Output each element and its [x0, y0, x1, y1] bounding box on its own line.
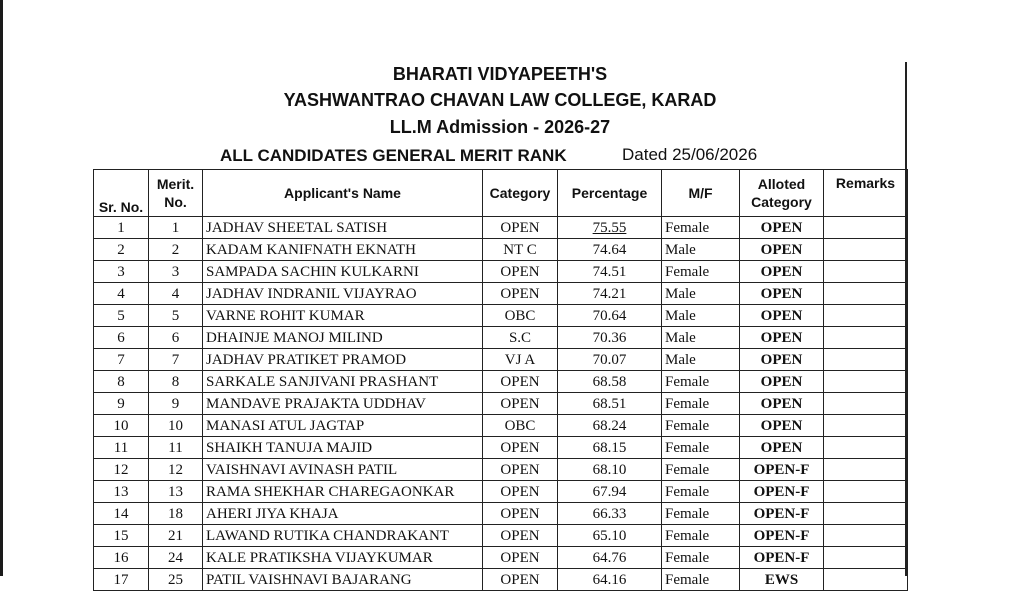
alloted-category-cell: EWS: [740, 569, 824, 591]
table-row: [94, 217, 908, 239]
remarks-cell: [824, 503, 908, 525]
table-header-row: [94, 170, 908, 217]
sex-cell: Female: [662, 481, 740, 503]
merit-no-cell: 6: [149, 327, 203, 349]
category-cell: OPEN: [483, 569, 558, 591]
sr-no-cell: 13: [94, 481, 149, 503]
sex-cell: Male: [662, 349, 740, 371]
col-header-percentage: Percentage: [558, 170, 662, 217]
table-row: [94, 525, 908, 547]
remarks-cell: [824, 239, 908, 261]
alloted-category-cell: OPEN: [740, 327, 824, 349]
alloted-category-cell: OPEN: [740, 437, 824, 459]
sex-cell: Female: [662, 415, 740, 437]
table-row: [94, 261, 908, 283]
sex-cell: Female: [662, 525, 740, 547]
percentage-cell: 67.94: [558, 481, 662, 503]
alloted-category-cell: OPEN: [740, 239, 824, 261]
alloted-category-cell: OPEN: [740, 217, 824, 239]
applicant-name-cell: VAISHNAVI AVINASH PATIL: [203, 459, 483, 481]
category-cell: OPEN: [483, 547, 558, 569]
table-row: [94, 371, 908, 393]
remarks-cell: [824, 547, 908, 569]
percentage-cell: 68.10: [558, 459, 662, 481]
alloted-category-cell: OPEN: [740, 349, 824, 371]
percentage-cell: 70.64: [558, 305, 662, 327]
alloted-category-cell: OPEN-F: [740, 547, 824, 569]
col-header-applicant-name: Applicant's Name: [203, 170, 483, 217]
merit-no-cell: 18: [149, 503, 203, 525]
alloted-category-cell: OPEN-F: [740, 525, 824, 547]
alloted-category-cell: OPEN-F: [740, 481, 824, 503]
category-cell: OPEN: [483, 393, 558, 415]
sex-cell: Female: [662, 371, 740, 393]
sex-cell: Female: [662, 459, 740, 481]
col-header-alloted-category: Alloted Category: [740, 170, 824, 217]
remarks-cell: [824, 459, 908, 481]
dated-label: Dated 25/06/2026: [622, 145, 758, 164]
remarks-cell: [824, 481, 908, 503]
percentage-cell: 70.36: [558, 327, 662, 349]
applicant-name-cell: DHAINJE MANOJ MILIND: [203, 327, 483, 349]
merit-no-cell: 7: [149, 349, 203, 371]
merit-no-cell: 10: [149, 415, 203, 437]
applicant-name-cell: SAMPADA SACHIN KULKARNI: [203, 261, 483, 283]
merit-no-cell: 2: [149, 239, 203, 261]
alloted-category-cell: OPEN-F: [740, 503, 824, 525]
col-header-sex: M/F: [662, 170, 740, 217]
sr-no-cell: 9: [94, 393, 149, 415]
applicant-name-cell: LAWAND RUTIKA CHANDRAKANT: [203, 525, 483, 547]
category-cell: VJ A: [483, 349, 558, 371]
sr-no-cell: 3: [94, 261, 149, 283]
alloted-category-cell: OPEN: [740, 371, 824, 393]
merit-no-cell: 5: [149, 305, 203, 327]
percentage-cell: 74.64: [558, 239, 662, 261]
sex-cell: Male: [662, 305, 740, 327]
remarks-cell: [824, 525, 908, 547]
applicant-name-cell: JADHAV PRATIKET PRAMOD: [203, 349, 483, 371]
sr-no-cell: 17: [94, 569, 149, 591]
percentage-cell: 68.24: [558, 415, 662, 437]
merit-no-cell: 13: [149, 481, 203, 503]
percentage-cell: 70.07: [558, 349, 662, 371]
sex-cell: Male: [662, 327, 740, 349]
applicant-name-cell: SARKALE SANJIVANI PRASHANT: [203, 371, 483, 393]
category-cell: OPEN: [483, 283, 558, 305]
col-header-category: Category: [483, 170, 558, 217]
category-cell: OPEN: [483, 503, 558, 525]
percentage-cell: 64.76: [558, 547, 662, 569]
alloted-category-cell: OPEN-F: [740, 459, 824, 481]
sex-cell: Female: [662, 393, 740, 415]
merit-no-cell: 3: [149, 261, 203, 283]
percentage-cell: 66.33: [558, 503, 662, 525]
sex-cell: Female: [662, 569, 740, 591]
table-row: [94, 283, 908, 305]
category-cell: OBC: [483, 415, 558, 437]
page-left-edge: [0, 0, 3, 576]
sr-no-cell: 5: [94, 305, 149, 327]
category-cell: OPEN: [483, 437, 558, 459]
percentage-cell: 75.55: [558, 217, 662, 239]
merit-no-cell: 8: [149, 371, 203, 393]
remarks-cell: [824, 349, 908, 371]
applicant-name-cell: RAMA SHEKHAR CHAREGAONKAR: [203, 481, 483, 503]
college-name: YASHWANTRAO CHAVAN LAW COLLEGE, KARAD: [283, 90, 717, 110]
table-row: [94, 393, 908, 415]
applicant-name-cell: AHERI JIYA KHAJA: [203, 503, 483, 525]
sex-cell: Male: [662, 283, 740, 305]
category-cell: OPEN: [483, 217, 558, 239]
admission-title: LL.M Admission - 2026-27: [389, 117, 611, 137]
alloted-category-cell: OPEN: [740, 415, 824, 437]
col-header-merit-no: Merit. No.: [149, 170, 203, 217]
percentage-cell: 74.51: [558, 261, 662, 283]
sr-no-cell: 1: [94, 217, 149, 239]
table-row: [94, 437, 908, 459]
remarks-cell: [824, 415, 908, 437]
remarks-cell: [824, 393, 908, 415]
merit-table: [93, 169, 908, 591]
category-cell: OPEN: [483, 525, 558, 547]
applicant-name-cell: JADHAV INDRANIL VIJAYRAO: [203, 283, 483, 305]
sr-no-cell: 2: [94, 239, 149, 261]
category-cell: OPEN: [483, 459, 558, 481]
category-cell: OPEN: [483, 481, 558, 503]
table-row: [94, 415, 908, 437]
table-row: [94, 503, 908, 525]
alloted-category-cell: OPEN: [740, 393, 824, 415]
sr-no-cell: 14: [94, 503, 149, 525]
table-row: [94, 569, 908, 591]
sex-cell: Male: [662, 239, 740, 261]
sr-no-cell: 15: [94, 525, 149, 547]
applicant-name-cell: KADAM KANIFNATH EKNATH: [203, 239, 483, 261]
remarks-cell: [824, 327, 908, 349]
percentage-cell: 68.58: [558, 371, 662, 393]
col-header-remarks: Remarks: [824, 170, 908, 217]
sr-no-cell: 6: [94, 327, 149, 349]
remarks-cell: [824, 217, 908, 239]
merit-no-cell: 9: [149, 393, 203, 415]
sr-no-cell: 11: [94, 437, 149, 459]
merit-no-cell: 1: [149, 217, 203, 239]
alloted-category-cell: OPEN: [740, 261, 824, 283]
applicant-name-cell: MANDAVE PRAJAKTA UDDHAV: [203, 393, 483, 415]
sr-no-cell: 4: [94, 283, 149, 305]
percentage-cell: 68.15: [558, 437, 662, 459]
table-row: [94, 349, 908, 371]
remarks-cell: [824, 371, 908, 393]
applicant-name-cell: JADHAV SHEETAL SATISH: [203, 217, 483, 239]
applicant-name-cell: KALE PRATIKSHA VIJAYKUMAR: [203, 547, 483, 569]
sr-no-cell: 16: [94, 547, 149, 569]
category-cell: NT C: [483, 239, 558, 261]
alloted-category-cell: OPEN: [740, 305, 824, 327]
alloted-category-cell: OPEN: [740, 283, 824, 305]
applicant-name-cell: VARNE ROHIT KUMAR: [203, 305, 483, 327]
merit-list-title: ALL CANDIDATES GENERAL MERIT RANK: [220, 146, 567, 165]
applicant-name-cell: SHAIKH TANUJA MAJID: [203, 437, 483, 459]
percentage-cell: 68.51: [558, 393, 662, 415]
remarks-cell: [824, 437, 908, 459]
category-cell: OPEN: [483, 261, 558, 283]
merit-no-cell: 21: [149, 525, 203, 547]
sex-cell: Female: [662, 261, 740, 283]
applicant-name-cell: MANASI ATUL JAGTAP: [203, 415, 483, 437]
sex-cell: Female: [662, 547, 740, 569]
merit-no-cell: 24: [149, 547, 203, 569]
sex-cell: Female: [662, 437, 740, 459]
col-header-sr-no: Sr. No.: [94, 170, 149, 217]
remarks-cell: [824, 569, 908, 591]
table-row: [94, 239, 908, 261]
percentage-cell: 74.21: [558, 283, 662, 305]
sr-no-cell: 8: [94, 371, 149, 393]
institution-name: BHARATI VIDYAPEETH'S: [392, 64, 608, 84]
sex-cell: Female: [662, 503, 740, 525]
sr-no-cell: 12: [94, 459, 149, 481]
merit-no-cell: 25: [149, 569, 203, 591]
table-row: [94, 305, 908, 327]
table-row: [94, 547, 908, 569]
sr-no-cell: 10: [94, 415, 149, 437]
remarks-cell: [824, 261, 908, 283]
table-row: [94, 459, 908, 481]
percentage-cell: 65.10: [558, 525, 662, 547]
sr-no-cell: 7: [94, 349, 149, 371]
applicant-name-cell: PATIL VAISHNAVI BAJARANG: [203, 569, 483, 591]
merit-no-cell: 4: [149, 283, 203, 305]
merit-no-cell: 12: [149, 459, 203, 481]
table-row: [94, 481, 908, 503]
table-row: [94, 327, 908, 349]
category-cell: OBC: [483, 305, 558, 327]
category-cell: OPEN: [483, 371, 558, 393]
merit-no-cell: 11: [149, 437, 203, 459]
percentage-cell: 64.16: [558, 569, 662, 591]
sex-cell: Female: [662, 217, 740, 239]
table-body: [94, 217, 908, 591]
remarks-cell: [824, 283, 908, 305]
remarks-cell: [824, 305, 908, 327]
category-cell: S.C: [483, 327, 558, 349]
